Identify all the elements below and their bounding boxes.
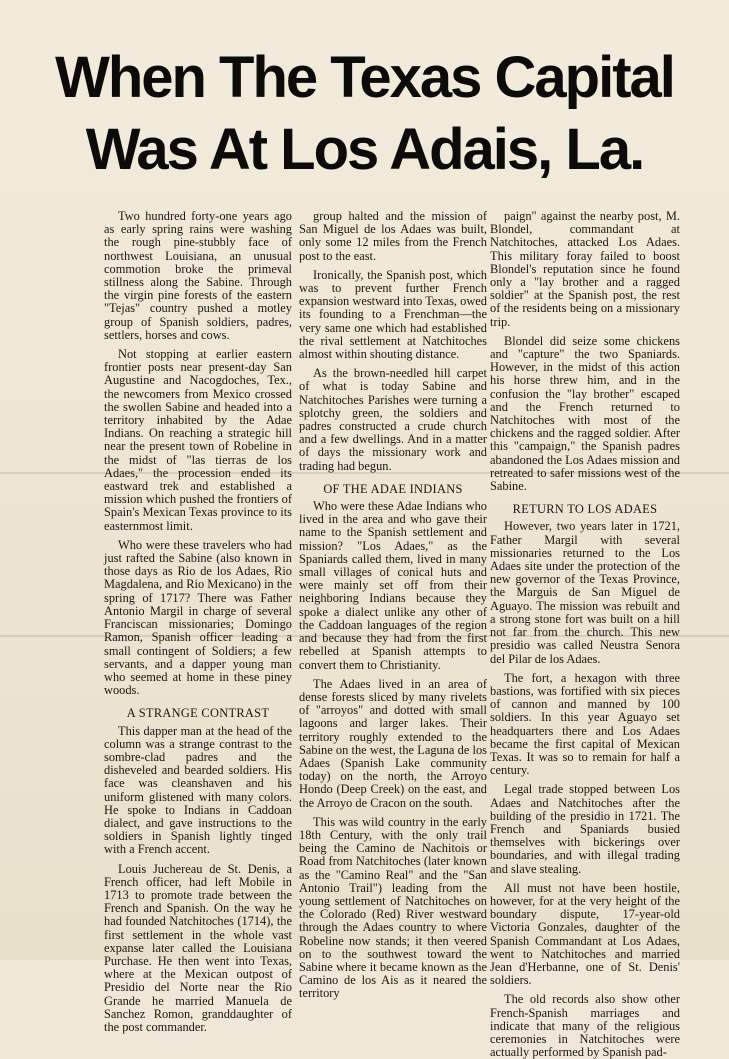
section-subheading: RETURN TO LOS ADAES: [512, 502, 658, 517]
article-paragraph: Legal trade stopped between Los Adaes and Natchitoches after the building of the presidio in 1721. The French and Spaniards busied themselves with bickerings over boundaries, and with illegal trading and slave stealing.: [490, 782, 680, 876]
article-paragraph: All must not have been hostile, however, for at the very height of the boundary dispute, 17-year-old Victoria Gonzales, daughter of the Spanish Commandant at Los Adaes, went to Natchitoches and married Jean d'Herbanne, one of St. Denis' soldiers.: [490, 880, 680, 988]
article-paragraph: However, two years later in 1721, Father Margil with several missionaries returned to the Los Adaes site under the protection of the new governor of the Texas Province, the Marguis de San Miguel de Aguayo. The mission was rebuilt and a strong stone fort was built on a hill not far from the church. This new presidio was called Neustra Senora del Pilar de los Adaes.: [490, 519, 680, 666]
article-paragraph: This dapper man at the head of the column was a strange contrast to the sombre-clad padres and the disheveled and bearded soldiers. His face was cleanshaven and his uniform glistened with many colors. He spoke to Indians in Caddoan dialect, and gave instructions to the soldiers in Spanish lightly tinged with a French accent.: [104, 723, 292, 857]
article-paragraph: This was wild country in the early 18th Century, with the only trail being the Camino de Nachitois or Road from Natchitoches (later known as the "Camino Real" and the "San Antonio Trail") leading from the young settlement of Natchitoches on the Colorado (Red) River westward through the Adaes country to where Robeline now stands; it then veered on to the southwest toward the Sabine where it became known as the Camino de los Ais as it neared the territory: [299, 814, 487, 1001]
headline-line-1: When The Texas Capital: [55, 45, 674, 110]
article-paragraph: paign" against the nearby post, M. Blondel, commandant at Natchitoches, attacked Los Adaes. This military foray failed to boost Blondel's reputation since he found only a "lay brother and a ragged soldier" at the Spanish post, the rest of the residents being on a missionary trip.: [490, 209, 680, 329]
article-paragraph: Who were these Adae Indians who lived in the area and who gave their name to the Spanish settlement and mission? "Los Adaes," as the Spaniards called them, lived in many small villages of conical huts and were mainly set off from their neighboring Indians because they spoke a dialect unlike any other of the Caddoan languages of the region and because they had from the first rebelled at Spanish attempts to convert them to Christianity.: [299, 499, 487, 672]
article-paragraph: As the brown-needled hill carpet of what is today Sabine and Natchitoches Parishes were turning a splotchy green, the soldiers and padres constructed a crude church and a few dwellings. And in a matter of days the missionary work and trading had begun.: [299, 366, 487, 473]
article-paragraph: Not stopping at earlier eastern frontier posts near present-day San Augustine and Nacogdoches, Tex., the newcomers from Mexico crossed the swollen Sabine and headed into a territory inhabited by the Adae Indians. On reaching a strategic hill near the present town of Robeline in the midst of "las tierras de los Adaes," the procession ended its eastward trek and established a mission which pushed the frontiers of Spain's Mexican Texas province to its easternmost limit.: [104, 347, 292, 533]
section-subheading: OF THE ADAE INDIANS: [323, 481, 463, 496]
article-paragraph: Blondel did seize some chickens and "capture" the two Spaniards. However, in the midst of this action his horse threw him, and in the confusion the "lay brother" escaped and the French returned to Natchitoches with most of the chickens and the ragged soldier. After this "campaign," the Spanish padres abandoned the Los Adaes mission and retreated to safer missions west of the Sabine.: [490, 333, 680, 494]
article-paragraph: Who were these travelers who had just rafted the Sabine (also known in those days as Rio de los Adaes, Rio Magdalena, and Rio Mexicano) in the spring of 1717? There was Father Antonio Margil in charge of several Franciscan missionaries; Domingo Ramon, Spanish officer leading a small contingent of Soldiers; a few servants, and a dapper young man who seemed at home in these piney woods.: [104, 537, 292, 698]
article-paragraph: The old records also show other French-Spanish marriages and indicate that many of the religious ceremonies in Natchitoches were actually performed by Spanish pad-: [490, 992, 680, 1059]
section-subheading: A STRANGE CONTRAST: [126, 706, 270, 721]
article-paragraph: Two hundred forty-one years ago as early spring rains were washing the rough pine-stubbly face of northwest Louisiana, an unusual commotion broke the primeval stillness along the Sabine. Through the virgin pine forests of the eastern "Tejas" country pushed a motley group of Spanish soldiers, padres, settlers, horses and cows.: [104, 209, 292, 342]
headline-line-2: Was At Los Adais, La.: [85, 117, 644, 182]
article-paragraph: group halted and the mission of San Miguel de los Adaes was built, only some 12 miles from the French post to the east.: [299, 209, 487, 263]
article-column-1: [104, 209, 292, 1034]
article-paragraph: The Adaes lived in an area of dense forests sliced by many rivelets of "arroyos" and dotted with small lagoons and larger lakes. Their territory roughly extended to the Sabine on the west, the Laguna de los Adaes (Spanish Lake community today) on the north, the Arroyo Hondo (Deep Creek) on the east, and the Arroyo de Cracon on the south.: [299, 676, 487, 810]
article-paragraph: The fort, a hexagon with three bastions, was fortified with six pieces of cannon and manned by 100 soldiers. In this year Aguayo set headquarters there and Los Adaes became the first capital of Mexican Texas. It was so to remain for half a century.: [490, 670, 680, 778]
article-column-2: [299, 209, 487, 1001]
article-paragraph: Ironically, the Spanish post, which was to prevent further French expansion westward into Texas, owed its founding to a Frenchman—the very same one which had established the rival settlement at Natchitoches almost within shouting distance.: [299, 267, 487, 362]
article-paragraph: Louis Juchereau de St. Denis, a French officer, had left Mobile in 1713 to promote trade between the French and Spanish. On the way he had founded Natchitoches (1714), the first settlement in the whole vast expanse later called the Louisiana Purchase. He then went into Texas, where at the Mexican outpost of Presidio del Norte near the Rio Grande he married Manuela de Sanchez Romon, granddaughter of the post commander.: [104, 861, 292, 1034]
article-column-3: [490, 209, 680, 1059]
headline: [0, 42, 729, 186]
